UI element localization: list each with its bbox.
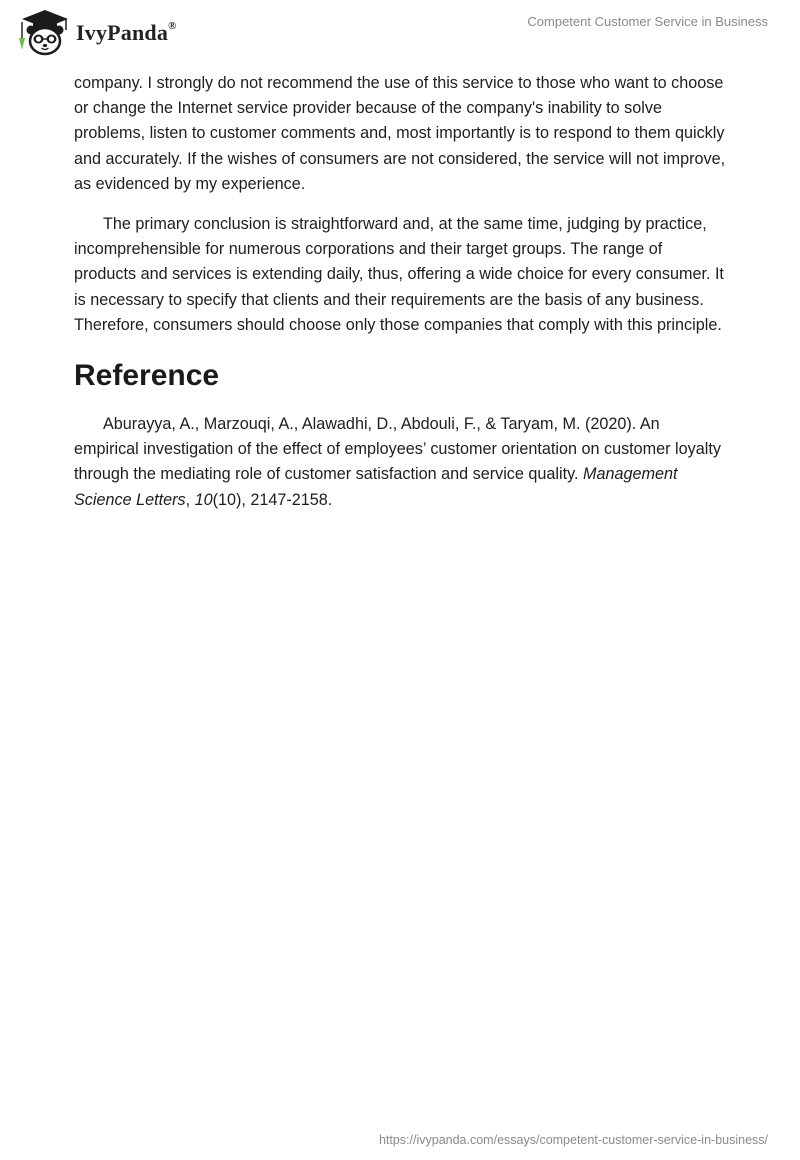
brand-logo[interactable] [16,8,177,58]
essay-body [74,71,726,513]
brand-name-text: IvyPanda [76,20,169,45]
body-paragraph: The primary conclusion is straightforward and, at the same time, judging by practice, incomprehensible for numerous corporations and their target groups. The range of products and services is extending daily, thus, offering a wide choice for every consumer. It is necessary to specify that clients and their requirements are the basis of any business. Therefore, consumers should choose only those companies that comply with this principle. [74,215,724,334]
reference-issue-pages: (10), 2147-2158. [212,490,333,509]
reference-text: Aburayya, A., Marzouqi, A., Alawadhi, D., Abdouli, F., & Taryam, M. (2020). An empirical investigation of the effect of employees’ customer orientation on customer loyalty through the mediating role of customer satisfaction and service quality. [74,415,721,484]
reference-separator: , [185,490,195,509]
body-paragraph: company. I strongly do not recommend the use of this service to those who want to choose or change the Internet service provider because of the company's inability to solve problems, listen to customer comments and, most importantly is to respond to them quickly and accurately. If the wishes of consumers are not considered, the service will not improve, as evidenced by my experience. [74,74,726,193]
page-header [0,0,800,66]
reference-volume: 10 [194,490,213,509]
brand-name [76,20,177,46]
source-url-link[interactable]: https://ivypanda.com/essays/competent-customer-service-in-business/ [378,1133,768,1147]
panda-graduation-cap-icon [16,8,74,58]
reference-journal: Management Science Letters [74,465,678,509]
registered-mark: ® [168,19,177,32]
reference-heading: Reference [74,359,220,393]
document-title: Competent Customer Service in Business [527,14,768,29]
reference-entry [74,412,726,513]
